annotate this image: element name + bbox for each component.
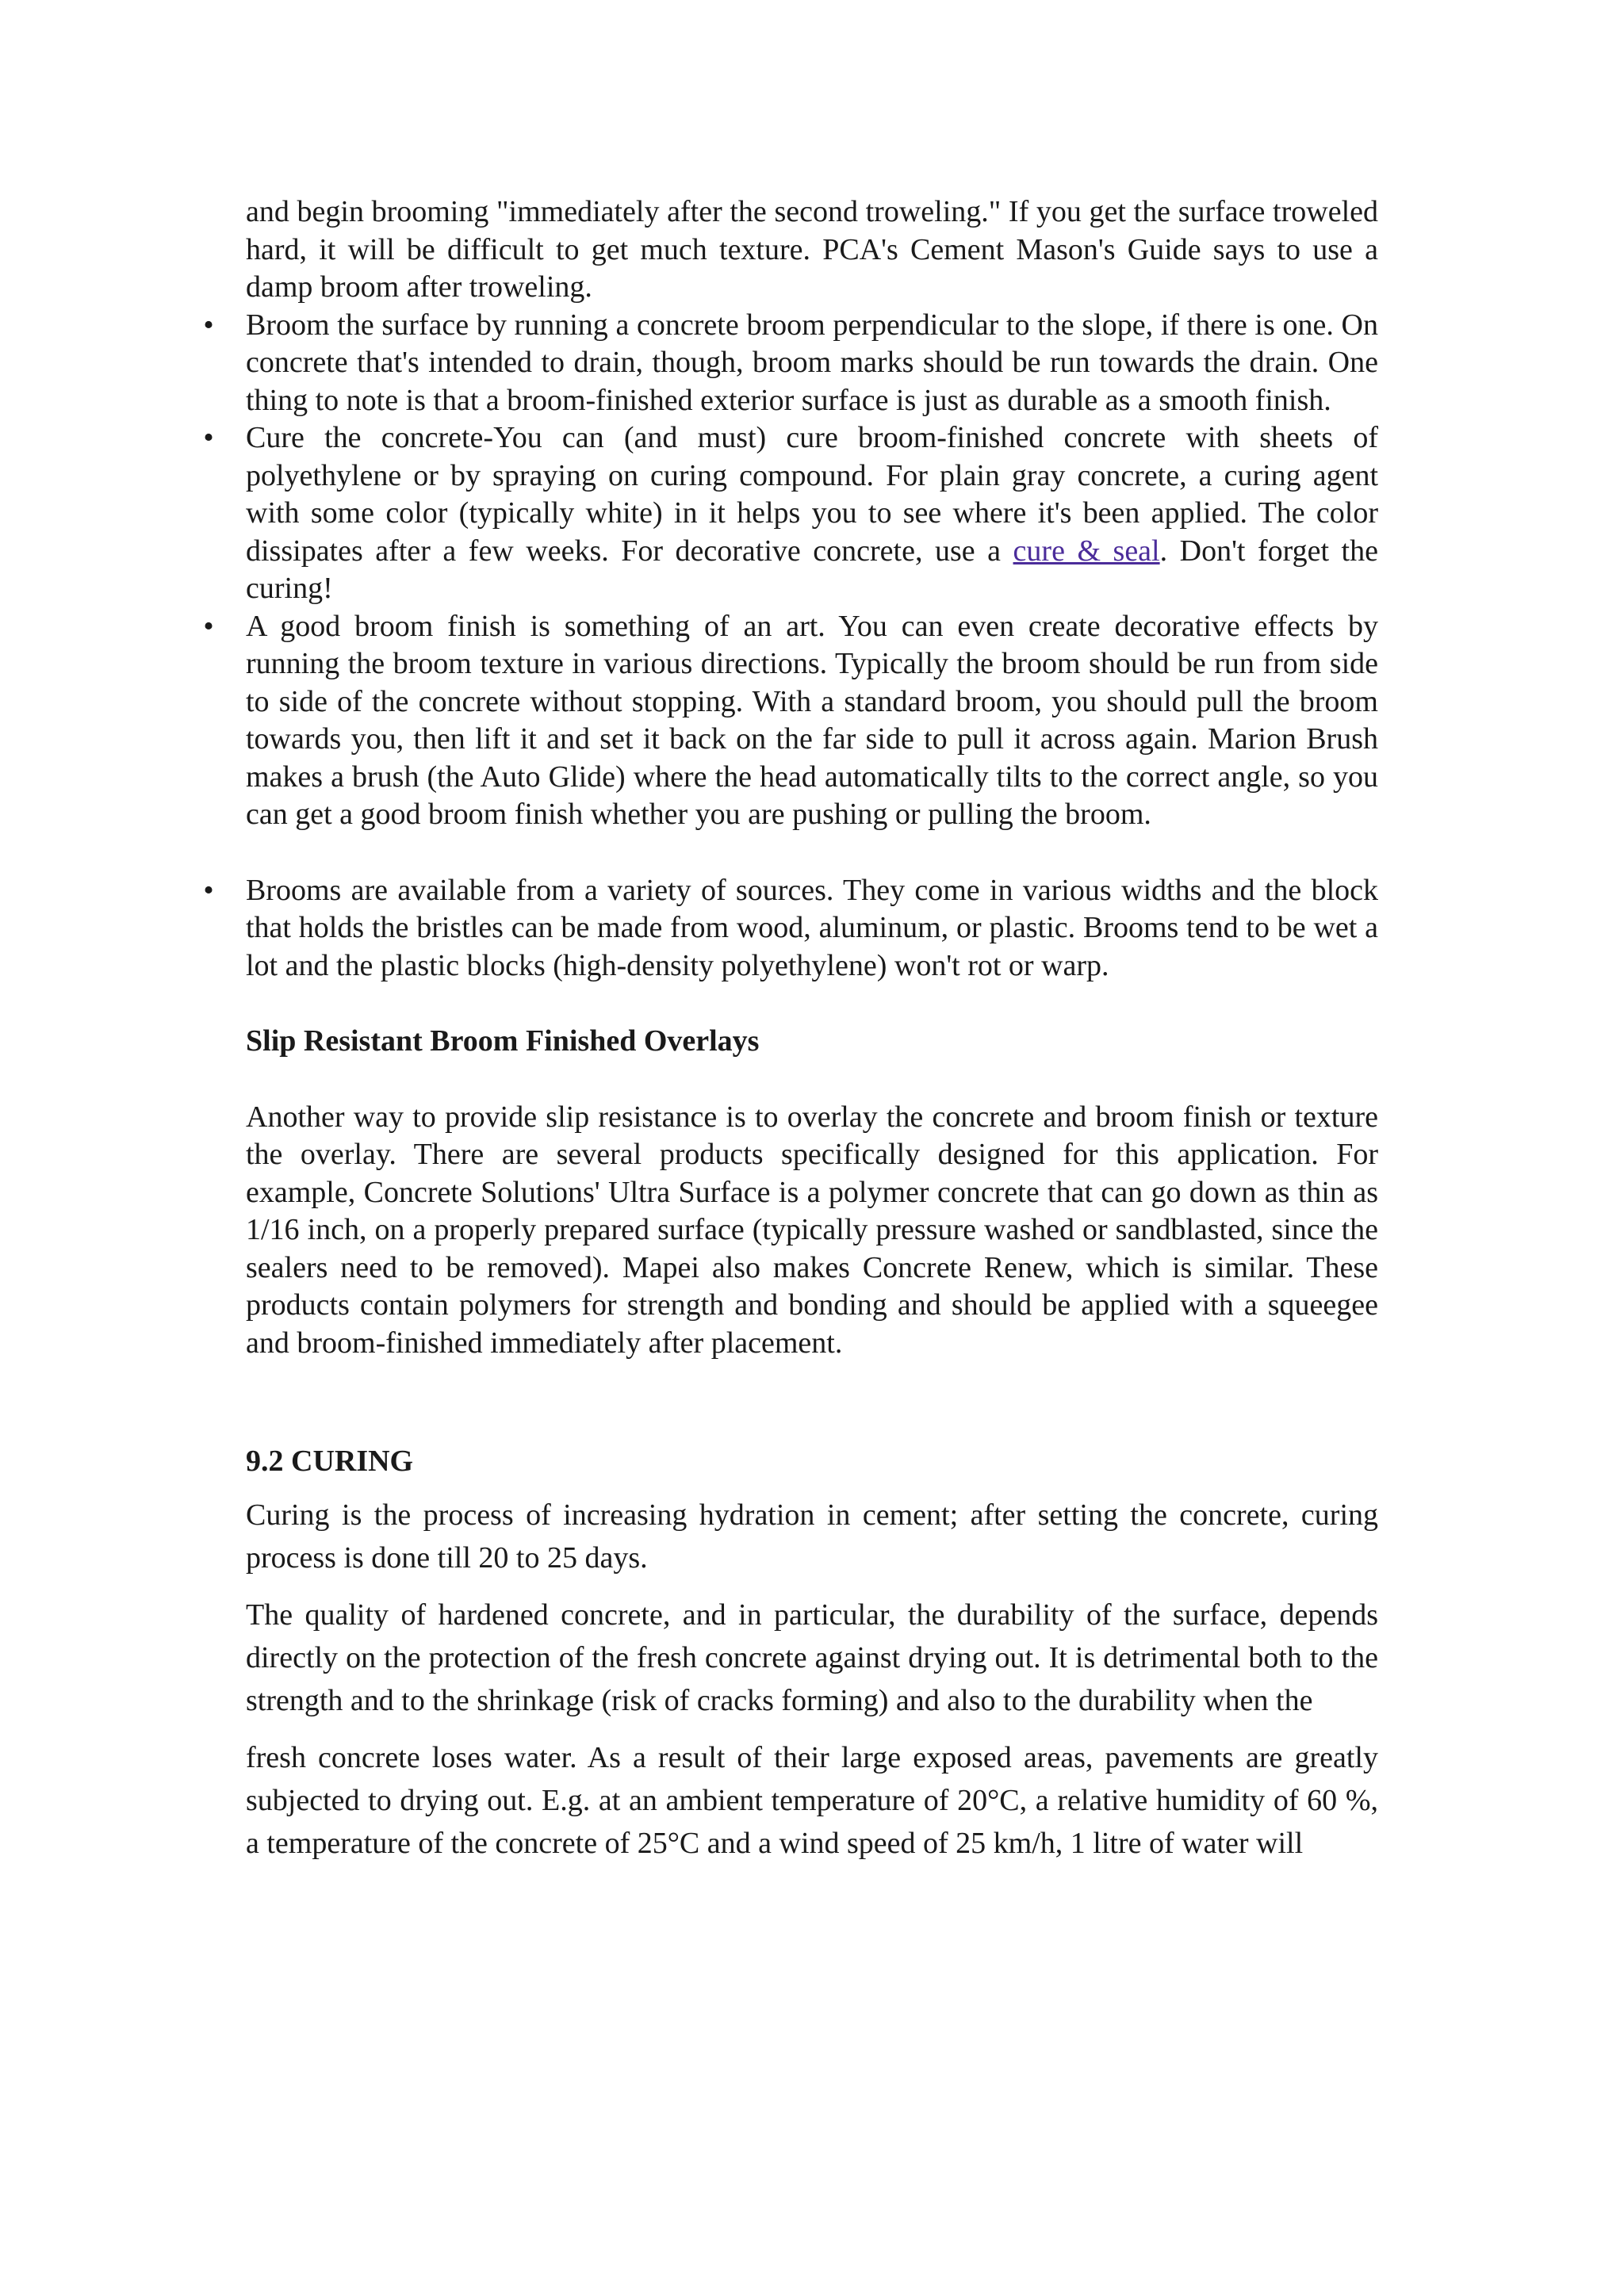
curing-paragraph-3: fresh concrete loses water. As a result of their large exposed areas, pavements are greatly subjected to drying out. E.g. at an ambient temperature of 20°C, a relative humidity of 60 %, a temperature of the concrete of 25°C and a wind speed of 25 km/h, 1 litre of water will	[246, 1741, 1378, 1860]
bullet-text	[246, 419, 1378, 608]
bullet-icon: •	[203, 873, 214, 907]
curing-heading: 9.2 CURING	[246, 1445, 414, 1478]
curing-section	[246, 1440, 1378, 1865]
bullet-icon: •	[203, 609, 214, 643]
overlays-heading: Slip Resistant Broom Finished Overlays	[246, 1024, 760, 1058]
overlays-paragraph: Another way to provide slip resistance is to overlay the concrete and broom finish or texture the overlay. There are several products specifically designed for this application. For example, Concrete Solutions' Ultra Surface is a polymer concrete that can go down as thin as 1/16 inch, on a properly prepared surface (typically pressure washed or sandblasted, since the sealers need to be removed). Mapei also makes Concrete Renew, which is similar. These products contain polymers for strength and bonding and should be applied with a squeegee and broom-finished immediately after placement.	[246, 1100, 1378, 1360]
bullet-text: A good broom finish is something of an art. You can even create decorative effects by running the broom texture in various directions. Typically the broom should be run from side to side of the concrete without stopping. With a standard broom, you should pull the broom towards you, then lift it and set it back on the far side to pull it across again. Marion Brush makes a brush (the Auto Glide) where the head automatically tilts to the correct angle, so you can get a good broom finish whether you are pushing or pulling the broom.	[246, 609, 1378, 831]
bullet-list	[203, 307, 1378, 985]
bullet-text: Broom the surface by running a concrete broom perpendicular to the slope, if there is one. On concrete that's intended to drain, though, broom marks should be run towards the drain. One thing to note is that a broom-finished exterior surface is just as durable as a smooth finish.	[246, 308, 1378, 417]
bullet-text-after-link: . Don't forget the curing!	[246, 534, 1378, 605]
curing-paragraph-2: The quality of hardened concrete, and in particular, the durability of the surface, depends directly on the protection of the fresh concrete against drying out. It is detrimental both to the strength and to the shrinkage (risk of cracks forming) and also to the durability when the	[246, 1598, 1378, 1717]
bullet-text: Brooms are available from a variety of sources. They come in various widths and the block that holds the bristles can be made from wood, aluminum, or plastic. Brooms tend to be wet a lot and the plastic blocks (high-density polyethylene) won't rot or warp.	[246, 873, 1378, 982]
page-content	[203, 193, 1378, 1865]
list-item	[203, 872, 1378, 985]
list-item	[203, 608, 1378, 834]
bullet-text-before-link: Cure the concrete-You can (and must) cure broom-finished concrete with sheets of polyethylene or by spraying on curing compound. For plain gray concrete, a curing agent with some color (typically white) in it helps you to see where it's been applied. The color dissipates after a few weeks. For decorative concrete, use a	[246, 421, 1378, 568]
cure-and-seal-link[interactable]: cure & seal	[1013, 534, 1160, 568]
list-item	[203, 307, 1378, 420]
bullet-icon: •	[203, 421, 214, 454]
bullet-icon: •	[203, 308, 214, 342]
curing-paragraph-1: Curing is the process of increasing hydration in cement; after setting the concrete, curing process is done till 20 to 25 days.	[246, 1498, 1378, 1575]
intro-paragraph: and begin brooming "immediately after the second troweling." If you get the surface troweled hard, it will be difficult to get much texture. PCA's Cement Mason's Guide says to use a damp broom after troweling.	[246, 195, 1378, 304]
list-item	[203, 419, 1378, 608]
